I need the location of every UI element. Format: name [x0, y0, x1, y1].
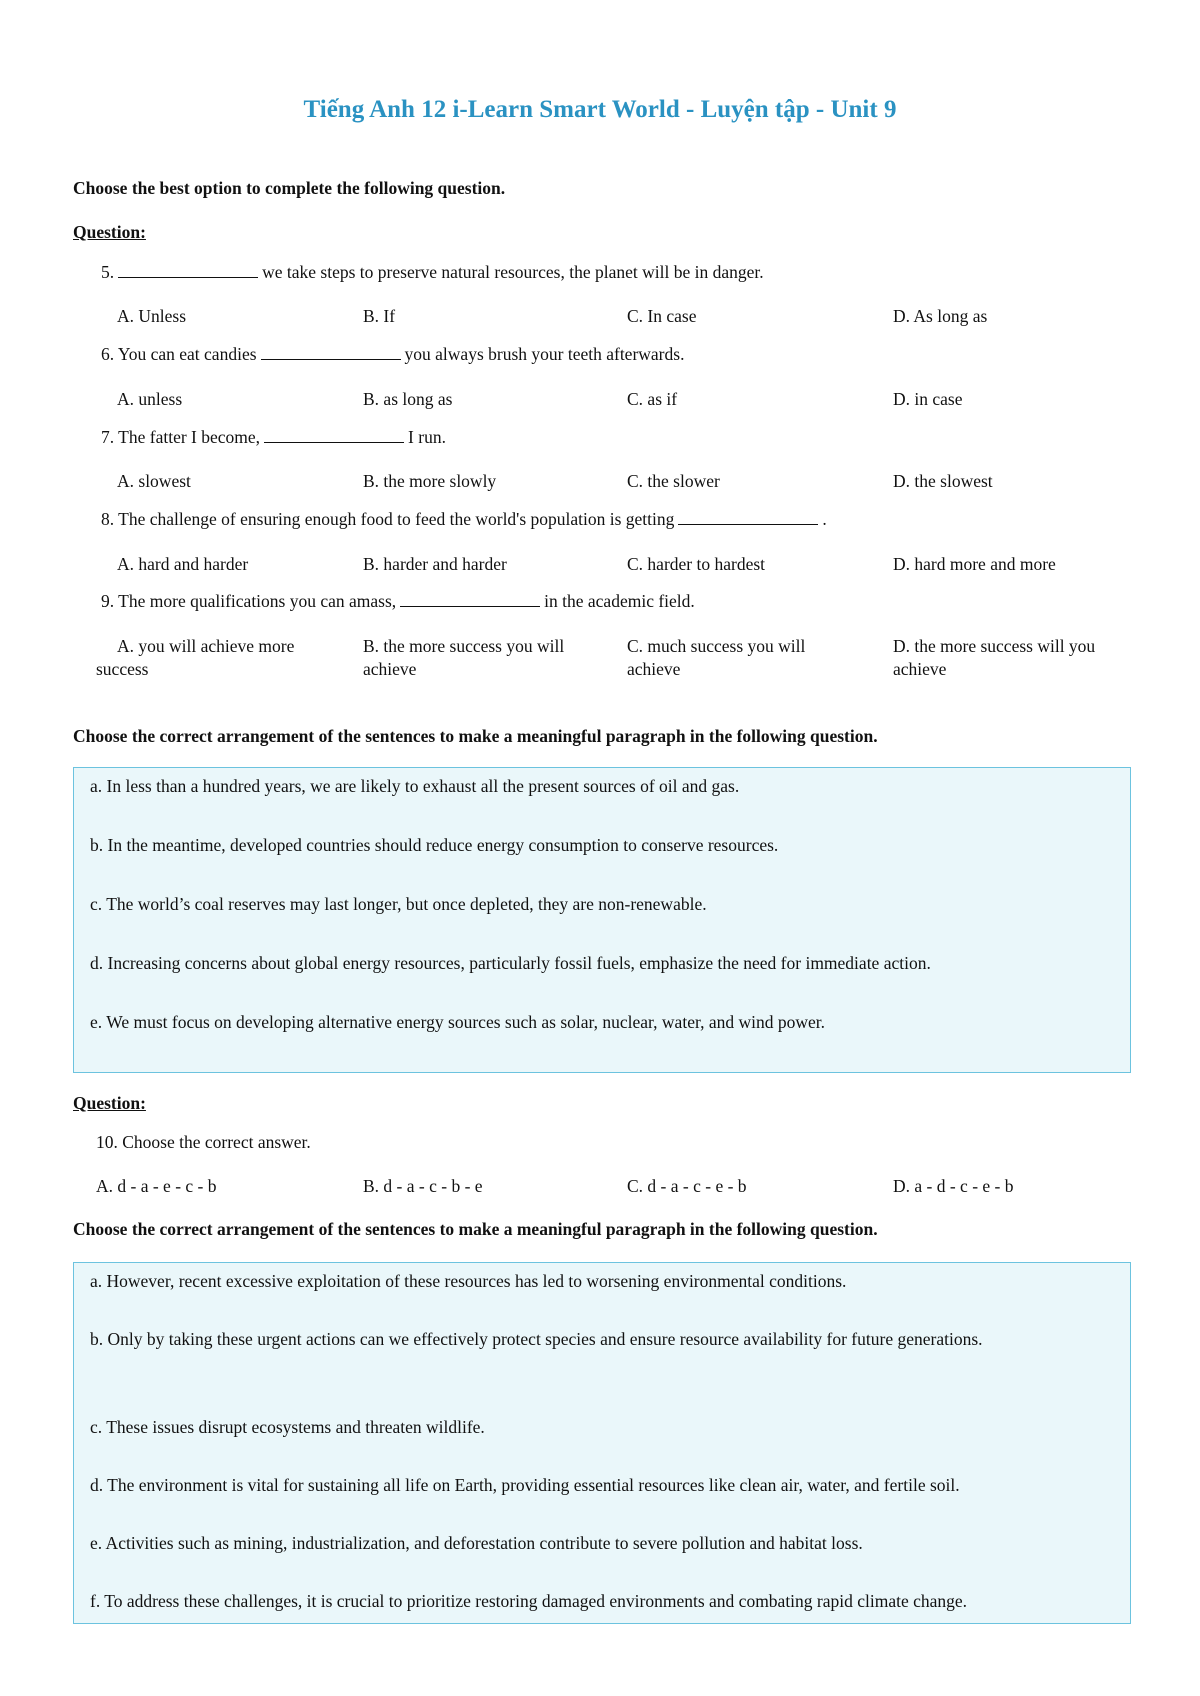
question-text: in the academic field. [544, 591, 695, 611]
sentence-e: e. We must focus on developing alternative energy sources such as solar, nuclear, water, and wind power. [90, 1012, 825, 1032]
sentence-b: b. In the meantime, developed countries should reduce energy consumption to conserve resources. [90, 835, 779, 855]
question-text: . [822, 509, 827, 529]
section1-instruction: Choose the best option to complete the following question. [73, 178, 506, 198]
sentence-box [73, 767, 1131, 1073]
option-a[interactable]: A. you will achieve more success [96, 636, 295, 679]
question-6 [101, 344, 684, 365]
question-10: 10. Choose the correct answer. [96, 1132, 311, 1152]
question-text: we take steps to preserve natural resources, the planet will be in danger. [262, 262, 764, 282]
question-8 [101, 509, 827, 530]
option-b[interactable]: B. d - a - c - b - e [363, 1176, 483, 1196]
sentence-d: d. The environment is vital for sustaining all life on Earth, providing essential resources like clean air, water, and fertile soil. [90, 1475, 960, 1495]
option-d[interactable]: D. As long as [893, 306, 988, 326]
option-d[interactable]: D. the slowest [893, 471, 993, 491]
sentence-c: c. These issues disrupt ecosystems and threaten wildlife. [90, 1417, 485, 1437]
question-text: 9. The more qualifications you can amass, [101, 591, 397, 611]
option-a[interactable]: A. slowest [117, 471, 191, 491]
option-c[interactable]: C. the slower [627, 471, 720, 491]
question-text: 8. The challenge of ensuring enough food to feed the world's population is getting [101, 509, 675, 529]
page-title: Tiếng Anh 12 i-Learn Smart World - Luyện tập - Unit 9 [303, 96, 897, 123]
option-a[interactable]: A. hard and harder [117, 554, 249, 574]
option-d[interactable]: D. hard more and more [893, 554, 1056, 574]
option-b[interactable]: B. as long as [363, 389, 453, 409]
question-5 [101, 262, 764, 283]
sentence-box [73, 1262, 1131, 1624]
question-text: 7. The fatter I become, [101, 427, 261, 447]
answer-blank [678, 510, 818, 525]
question-7 [101, 427, 446, 448]
question-text: 6. You can eat candies [101, 344, 257, 364]
sentence-e: e. Activities such as mining, industrialization, and deforestation contribute to severe pollution and habitat loss. [90, 1533, 863, 1553]
option-d[interactable]: D. in case [893, 389, 963, 409]
answer-blank [261, 345, 401, 360]
question-text: you always brush your teeth afterwards. [404, 344, 685, 364]
answer-blank [400, 592, 540, 607]
option-c[interactable]: C. much success you will achieve [627, 636, 806, 679]
answer-blank [118, 263, 258, 278]
option-c[interactable]: C. In case [627, 306, 697, 326]
question-text: I run. [408, 427, 446, 447]
option-c[interactable]: C. harder to hardest [627, 554, 766, 574]
option-c[interactable]: C. as if [627, 389, 678, 409]
option-a[interactable]: A. Unless [117, 306, 187, 326]
option-a[interactable]: A. d - a - e - c - b [96, 1176, 217, 1196]
question-text: 5. [101, 262, 115, 282]
sentence-a: a. In less than a hundred years, we are likely to exhaust all the present sources of oil and gas. [90, 776, 740, 796]
option-b[interactable]: B. If [363, 306, 396, 326]
option-c[interactable]: C. d - a - c - e - b [627, 1176, 747, 1196]
answer-blank [264, 428, 404, 443]
sentence-d: d. Increasing concerns about global energy resources, particularly fossil fuels, emphasize the need for immediate action. [90, 953, 931, 973]
option-b[interactable]: B. harder and harder [363, 554, 507, 574]
option-b[interactable]: B. the more slowly [363, 471, 497, 491]
sentence-b: b. Only by taking these urgent actions can we effectively protect species and ensure resource availability for future generations. [90, 1329, 983, 1349]
section1-question-heading: Question: [73, 222, 146, 242]
section3-instruction: Choose the correct arrangement of the sentences to make a meaningful paragraph in the following question. [73, 1219, 878, 1239]
sentence-c: c. The world’s coal reserves may last longer, but once depleted, they are non-renewable. [90, 894, 707, 914]
option-d[interactable]: D. the more success will you achieve [893, 636, 1096, 679]
sentence-a: a. However, recent excessive exploitation of these resources has led to worsening environmental conditions. [90, 1271, 847, 1291]
section2-question-heading: Question: [73, 1093, 146, 1113]
section2-instruction: Choose the correct arrangement of the sentences to make a meaningful paragraph in the following question. [73, 726, 878, 746]
option-a[interactable]: A. unless [117, 389, 183, 409]
question-9 [101, 591, 695, 612]
option-d[interactable]: D. a - d - c - e - b [893, 1176, 1014, 1196]
sentence-f: f. To address these challenges, it is crucial to prioritize restoring damaged environments and combating rapid climate change. [90, 1591, 968, 1611]
option-b[interactable]: B. the more success you will achieve [363, 636, 565, 679]
